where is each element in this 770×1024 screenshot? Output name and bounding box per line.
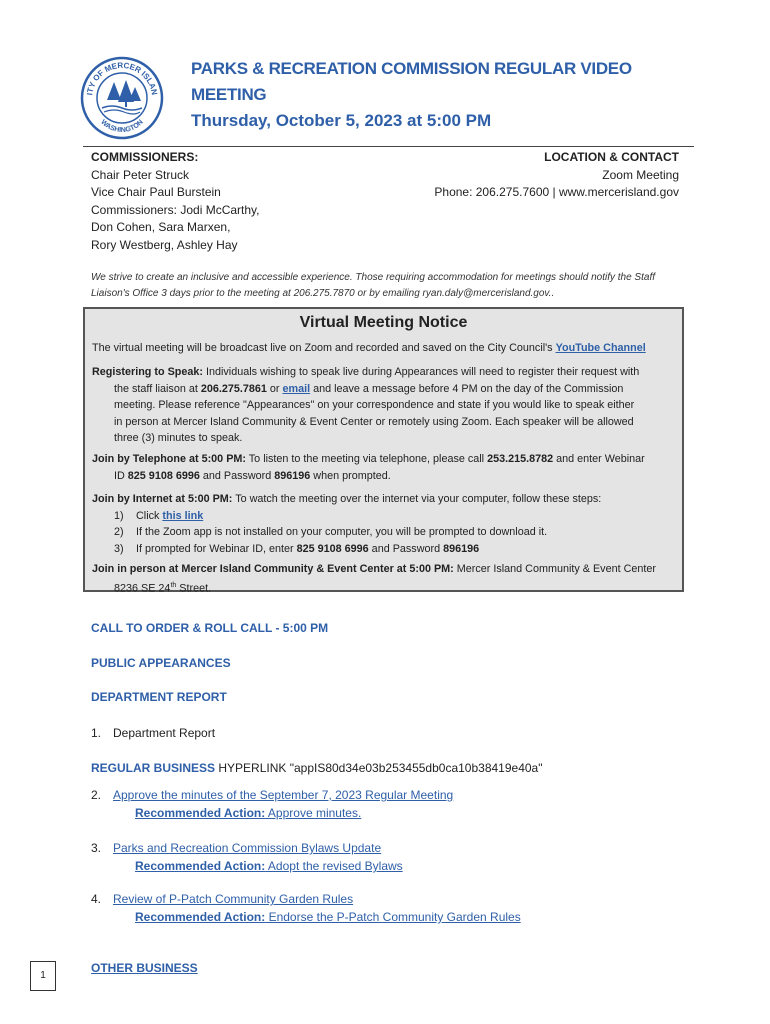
telephone-text: To listen to the meeting via telephone, please call: [245, 453, 488, 465]
webinar-id: 825 9108 6996: [127, 469, 200, 482]
section-regular-business: [91, 759, 691, 777]
youtube-channel-link[interactable]: YouTube Channel: [555, 342, 646, 354]
webinar-password: 896196: [443, 542, 480, 555]
notice-title: Virtual Meeting Notice: [299, 314, 468, 331]
register-label: Registering to Speak:: [92, 366, 203, 378]
webinar-id: 825 9108 6996: [296, 542, 369, 555]
section-public-appearances: PUBLIC APPEARANCES: [91, 656, 231, 670]
regular-business-heading: REGULAR BUSINESS: [91, 761, 216, 775]
address-text: 8236 SE 24: [114, 582, 171, 595]
internet-paragraph: [92, 491, 680, 557]
agenda-item-title: Department Report: [113, 726, 216, 740]
internet-label: Join by Internet at 5:00 PM:: [92, 493, 233, 505]
register-text: three (3) minutes to speak.: [114, 432, 243, 444]
register-text: meeting. Please reference "Appearances" on your correspondence and state if you would like to speak either: [114, 399, 635, 411]
agenda-item: [91, 786, 691, 822]
section-department-report: DEPARTMENT REPORT: [91, 690, 227, 704]
svg-text:WASHINGTON: WASHINGTON: [99, 118, 145, 135]
header-divider: [83, 146, 694, 147]
step-text: If prompted for Webinar ID, enter: [136, 542, 297, 555]
location-heading: LOCATION & CONTACT: [544, 150, 679, 164]
agenda-item: [91, 890, 691, 926]
telephone-text: and Password: [199, 469, 275, 482]
internet-step: [92, 524, 680, 541]
svg-text:CITY OF MERCER ISLAND: ITY OF MERCER ISLAN: [85, 60, 159, 96]
virtual-meeting-notice: [83, 307, 684, 595]
in-person-paragraph: [92, 561, 680, 597]
commissioners-block: [91, 149, 351, 255]
telephone-text: ID: [114, 469, 128, 482]
internet-step: [92, 541, 680, 558]
commissioner-line: Vice Chair Paul Burstein: [91, 185, 221, 200]
step-text: Click: [136, 509, 163, 522]
step-number: 3): [114, 542, 124, 555]
recommended-action-label: Recommended Action:: [135, 910, 266, 924]
recommended-action-text: Approve minutes.: [265, 806, 362, 820]
liaison-phone: 206.275.7861: [200, 382, 267, 395]
call-in-number: 253.215.8782: [487, 453, 554, 465]
commissioner-line: Commissioners: Jodi McCarthy,: [91, 202, 260, 217]
webinar-password: 896196: [274, 469, 311, 482]
agenda-item-link[interactable]: Approve the minutes of the September 7, 2023 Regular Meeting: [113, 788, 454, 802]
address: [92, 578, 680, 597]
register-text: or: [266, 382, 283, 395]
commissioners-heading: COMMISSIONERS:: [91, 150, 199, 164]
section-call-to-order: CALL TO ORDER & ROLL CALL - 5:00 PM: [91, 621, 329, 635]
accessibility-note: [91, 270, 691, 301]
register-text: and leave a message before 4 PM on the day of the Commission: [310, 382, 624, 395]
email-link[interactable]: email: [282, 382, 311, 395]
meeting-title-block: [191, 56, 661, 134]
register-paragraph: [92, 364, 680, 447]
agenda-item-link[interactable]: Review of P-Patch Community Garden Rules: [113, 892, 354, 906]
telephone-text: and enter Webinar: [553, 453, 645, 465]
register-text: Individuals wishing to speak live during Appearances will need to register their request with: [203, 366, 640, 378]
agenda-item-number: 1.: [91, 726, 102, 740]
recommended-action-text: Endorse the P-Patch Community Garden Rules: [265, 910, 521, 924]
telephone-text: when prompted.: [310, 469, 391, 482]
step-number: 2): [114, 526, 124, 538]
register-text: in person at Mercer Island Community & Event Center or remotely using Zoom. Each speaker will be allowed: [114, 415, 634, 428]
accessibility-note-line: We strive to create an inclusive and accessible experience. Those requiring accommodation for meetings should notify the Staff: [91, 272, 655, 283]
agenda-item-number: 2.: [91, 788, 102, 802]
broadcast-paragraph: [92, 340, 680, 357]
commissioner-line: Chair Peter Struck: [91, 167, 190, 182]
city-seal-logo: [80, 56, 164, 140]
agenda-item-link[interactable]: Parks and Recreation Commission Bylaws Update: [113, 841, 382, 855]
recommended-action-text: Adopt the revised Bylaws: [265, 859, 403, 873]
recommended-action-link[interactable]: [135, 806, 361, 820]
agenda-item-number: 4.: [91, 892, 102, 906]
recommended-action-link[interactable]: [135, 910, 521, 924]
commissioner-line: Rory Westberg, Ashley Hay: [91, 237, 238, 252]
step-text: and Password: [368, 542, 444, 555]
address-superscript: th: [170, 581, 177, 589]
broadcast-text: The virtual meeting will be broadcast live on Zoom and recorded and saved on the City Council's: [92, 342, 556, 354]
section-other-business: OTHER BUSINESS: [91, 961, 198, 975]
zoom-join-link[interactable]: this link: [162, 509, 204, 522]
recommended-action-label: Recommended Action:: [135, 806, 266, 820]
meeting-date: Thursday, October 5, 2023 at 5:00 PM: [191, 111, 492, 130]
meeting-title-line1: PARKS & RECREATION COMMISSION REGULAR VIDEO: [191, 59, 632, 78]
contact-line: Phone: 206.275.7600 | www.mercerisland.gov: [434, 185, 679, 200]
agenda-item: [91, 839, 691, 875]
in-person-text: Mercer Island Community & Event Center: [453, 563, 656, 575]
recommended-action-label: Recommended Action:: [135, 859, 266, 873]
accessibility-note-line: Liaison's Office 3 days prior to the meeting at 206.275.7870 or by emailing ryan.daly@mercerisland.gov..: [91, 287, 555, 299]
agenda-item-number: 3.: [91, 841, 102, 855]
location-contact-block: [359, 149, 679, 202]
in-person-label: Join in person at Mercer Island Community & Event Center at 5:00 PM:: [92, 563, 454, 575]
telephone-paragraph: [92, 451, 680, 484]
page-number: 1: [30, 961, 56, 991]
internet-text: To watch the meeting over the internet via your computer, follow these steps:: [232, 493, 602, 505]
step-number: 1): [114, 509, 124, 522]
address-text: Street.: [176, 582, 212, 595]
register-text: the staff liaison at: [114, 382, 201, 395]
hyperlink-field-code: HYPERLINK "appIS80d34e03b253455db0ca10b38419e40a": [215, 761, 543, 775]
meeting-title-line2: MEETING: [191, 85, 267, 104]
location-line: Zoom Meeting: [602, 167, 679, 182]
commissioner-line: Don Cohen, Sara Marxen,: [91, 220, 231, 235]
agenda-item: [91, 724, 691, 742]
telephone-label: Join by Telephone at 5:00 PM:: [92, 453, 246, 465]
step-text: If the Zoom app is not installed on your computer, you will be prompted to download it.: [136, 526, 548, 538]
recommended-action-link[interactable]: [135, 859, 403, 873]
internet-step: [92, 508, 680, 525]
